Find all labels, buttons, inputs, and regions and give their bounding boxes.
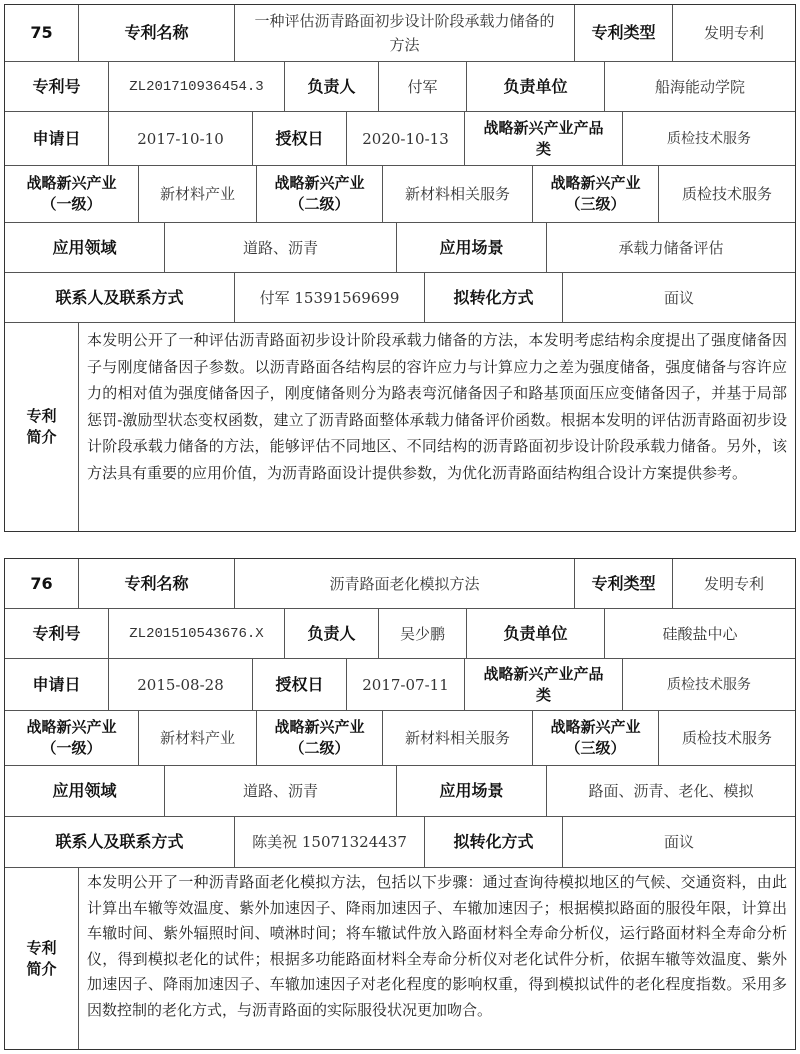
- level3: 质检技术服务: [681, 729, 772, 747]
- application-row: [5, 223, 795, 273]
- summary-text: 本发明公开了一种评估沥青路面初步设计阶段承载力储备的方法，本发明考虑结构余度提出了强度储备因子与刚度储备因子参数。以沥青路面各结构层的容许应力与计算应力之差为强度储备，强度储备与容许应力的相对值为强度储备因子，刚度储备则分为路表弯沉储备因子和路基顶面压应变储备因子，并基于局部惩罚-激励型状态变权函数，建立了沥青路面整体承载力储备评价函数。根据本发明的评估沥青路面初步设计阶段承载力储备的方法，能够评估不同地区、不同结构的沥青路面初步设计阶段承载力储备。另外，该方法具有重要的应用价值，为沥青路面设计提供参数，为优化沥青路面结构组合设计方案提供参考。: [87, 331, 787, 482]
- industry-category-label: 战略新兴产业产品类: [465, 112, 623, 165]
- level1-label: 战略新兴产业（一级）: [5, 711, 139, 765]
- dates-row: [5, 659, 795, 711]
- scene: 承载力储备评估: [618, 238, 724, 257]
- level2-label: 战略新兴产业（二级）: [257, 166, 383, 222]
- grant-date: 2020-10-13: [347, 112, 465, 165]
- patent-record-75: [4, 4, 796, 532]
- contact: 陈美祝 15071324437: [235, 817, 425, 867]
- field: 道路、沥青: [165, 766, 397, 816]
- patent-type: 发明专利: [703, 574, 764, 593]
- transfer: 面议: [663, 288, 694, 307]
- record-header-row: [5, 5, 795, 62]
- level3: 质检技术服务: [681, 185, 772, 203]
- patent-no-label: 专利号: [5, 609, 109, 658]
- industry-category: 质检技术服务: [667, 676, 751, 693]
- scene-label: 应用场景: [397, 766, 547, 816]
- summary-label: 专利简介: [5, 323, 79, 531]
- grant-date: 2017-07-11: [347, 659, 465, 710]
- patent-no: ZL201510543676.X: [109, 609, 285, 658]
- apply-date: 2015-08-28: [109, 659, 253, 710]
- contact: 付军 15391569699: [235, 273, 425, 322]
- industry-levels-row: [5, 711, 795, 766]
- apply-date-label: 申请日: [5, 112, 109, 165]
- application-row: [5, 766, 795, 817]
- industry-category-label: 战略新兴产业产品类: [465, 659, 623, 710]
- level3-label: 战略新兴产业（三级）: [533, 166, 659, 222]
- scene: 路面、沥青、老化、模拟: [588, 782, 754, 800]
- dates-row: [5, 112, 795, 166]
- field-label: 应用领域: [5, 766, 165, 816]
- level2: 新材料相关服务: [383, 166, 533, 222]
- patent-no: ZL201710936454.3: [109, 62, 285, 111]
- transfer-label: 拟转化方式: [425, 273, 563, 322]
- patent-name: 一种评估沥青路面初步设计阶段承载力储备的方法: [235, 5, 575, 61]
- owner: 付军: [379, 62, 467, 111]
- patent-no-label: 专利号: [5, 62, 109, 111]
- summary-row: [5, 323, 795, 531]
- unit: 硅酸盐中心: [662, 624, 738, 643]
- grant-date-label: 授权日: [253, 112, 347, 165]
- level1-label: 战略新兴产业（一级）: [5, 166, 139, 222]
- summary-label: 专利简介: [5, 868, 79, 1049]
- patent-no-row: [5, 62, 795, 112]
- level2: 新材料相关服务: [383, 711, 533, 765]
- patent-no-row: [5, 609, 795, 659]
- summary-text: 本发明公开了一种沥青路面老化模拟方法，包括以下步骤：通过查询待模拟地区的气候、交通资料，由此计算出车辙等效温度、紫外加速因子、降雨加速因子、车辙加速因子；根据模拟路面的服役年限，计算出车辙时间、紫外辐照时间、喷淋时间；将车辙试件放入路面材料全寿命分析仪，运行路面材料全寿命分析仪，得到模拟老化的试件；根据多功能路面材料全寿命分析仪对老化试件分析，依据车辙等效温度、紫外加速因子、降雨加速因子、车辙加速因子对老化程度的影响权重，得到模拟试件的老化程度指数。采用多因数控制的老化方式，与沥青路面的实际服役状况更加吻合。: [87, 873, 787, 1019]
- record-number: 75: [5, 5, 79, 61]
- owner-label: 负责人: [285, 62, 379, 111]
- field-label: 应用领域: [5, 223, 165, 272]
- patent-name-label: 专利名称: [79, 559, 235, 608]
- level2-label: 战略新兴产业（二级）: [257, 711, 383, 765]
- patent-type: 发明专利: [703, 24, 764, 42]
- patent-type-label: 专利类型: [575, 5, 673, 61]
- scene-label: 应用场景: [397, 223, 547, 272]
- transfer: 面议: [663, 833, 694, 851]
- summary-row: [5, 868, 795, 1049]
- transfer-label: 拟转化方式: [425, 817, 563, 867]
- field: 道路、沥青: [165, 223, 397, 272]
- patent-name-label: 专利名称: [79, 5, 235, 61]
- owner: 吴少鹏: [379, 609, 467, 658]
- unit-label: 负责单位: [467, 609, 605, 658]
- patent-type-label: 专利类型: [575, 559, 673, 608]
- apply-date: 2017-10-10: [109, 112, 253, 165]
- level1: 新材料产业: [139, 166, 257, 222]
- grant-date-label: 授权日: [253, 659, 347, 710]
- contact-label: 联系人及联系方式: [5, 817, 235, 867]
- contact-label: 联系人及联系方式: [5, 273, 235, 322]
- apply-date-label: 申请日: [5, 659, 109, 710]
- unit: 船海能动学院: [654, 77, 745, 96]
- industry-category: 质检技术服务: [667, 130, 751, 147]
- industry-levels-row: [5, 166, 795, 223]
- level1: 新材料产业: [139, 711, 257, 765]
- owner-label: 负责人: [285, 609, 379, 658]
- record-number: 76: [5, 559, 79, 608]
- level3-label: 战略新兴产业（三级）: [533, 711, 659, 765]
- patent-record-76: [4, 558, 796, 1050]
- unit-label: 负责单位: [467, 62, 605, 111]
- contact-row: [5, 273, 795, 323]
- record-header-row: [5, 559, 795, 609]
- contact-row: [5, 817, 795, 868]
- patent-name: 沥青路面老化模拟方法: [235, 559, 575, 608]
